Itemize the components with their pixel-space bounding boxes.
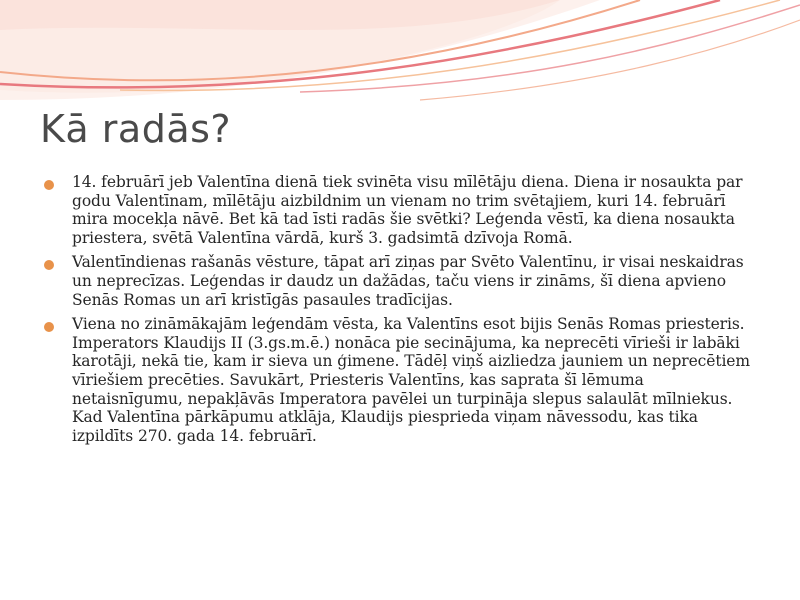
paragraph-text: Viena no zināmākajām leģendām vēsta, ka Valentīns esot bijis Senās Romas priesteris. Imperators Klaudijs II (3.gs.m.ē.) nonāca pie secinājuma, ka neprecēti vīrieši ir labāki karotāji, nekā tie, kam ir sieva un ģimene. Tādēļ viņš aizliedza jauniem un neprecētiem vīriešiem precēties. Savukārt, Priesteris Valentīns, kas saprata šī lēmuma netaisnīgumu, nepakļāvās Imperatora pavēlei un turpināja slepus salaulāt mīlniekus. Kad Valentīna pārkāpumu atklāja, Klaudijs piesprieda viņam nāvessodu, kas tika izpildīts 270. gada 14. februārī.: [72, 315, 750, 445]
list-item: [42, 253, 757, 309]
paragraph-text: 14. februārī jeb Valentīna dienā tiek svinēta visu mīlētāju diena. Diena ir nosaukta par godu Valentīnam, mīlētāju aizbildnim un vienam no trim svētajiem, kuri 14. februārī mira mocekļa nāvē. Bet kā tad īsti radās šie svētki? Leģenda vēstī, ka diena nosaukta priestera, svētā Valentīna vārdā, kurš 3. gadsimtā dzīvoja Romā.: [72, 173, 743, 247]
bullet-dot-icon: [44, 260, 54, 270]
paragraph-text: Valentīndienas rašanās vēsture, tāpat arī ziņas par Svēto Valentīnu, ir visai neskaidras un neprecīzas. Leģendas ir daudz un dažādas, taču viens ir zināms, šī diena apvieno Senās Romas un arī kristīgās pasaules tradīcijas.: [72, 253, 744, 309]
slide-title: Kā radās?: [40, 107, 232, 151]
bullet-list: [42, 173, 757, 451]
decorative-waves: [0, 0, 800, 110]
list-item: [42, 173, 757, 247]
list-item: [42, 315, 757, 445]
bullet-dot-icon: [44, 180, 54, 190]
bullet-dot-icon: [44, 322, 54, 332]
